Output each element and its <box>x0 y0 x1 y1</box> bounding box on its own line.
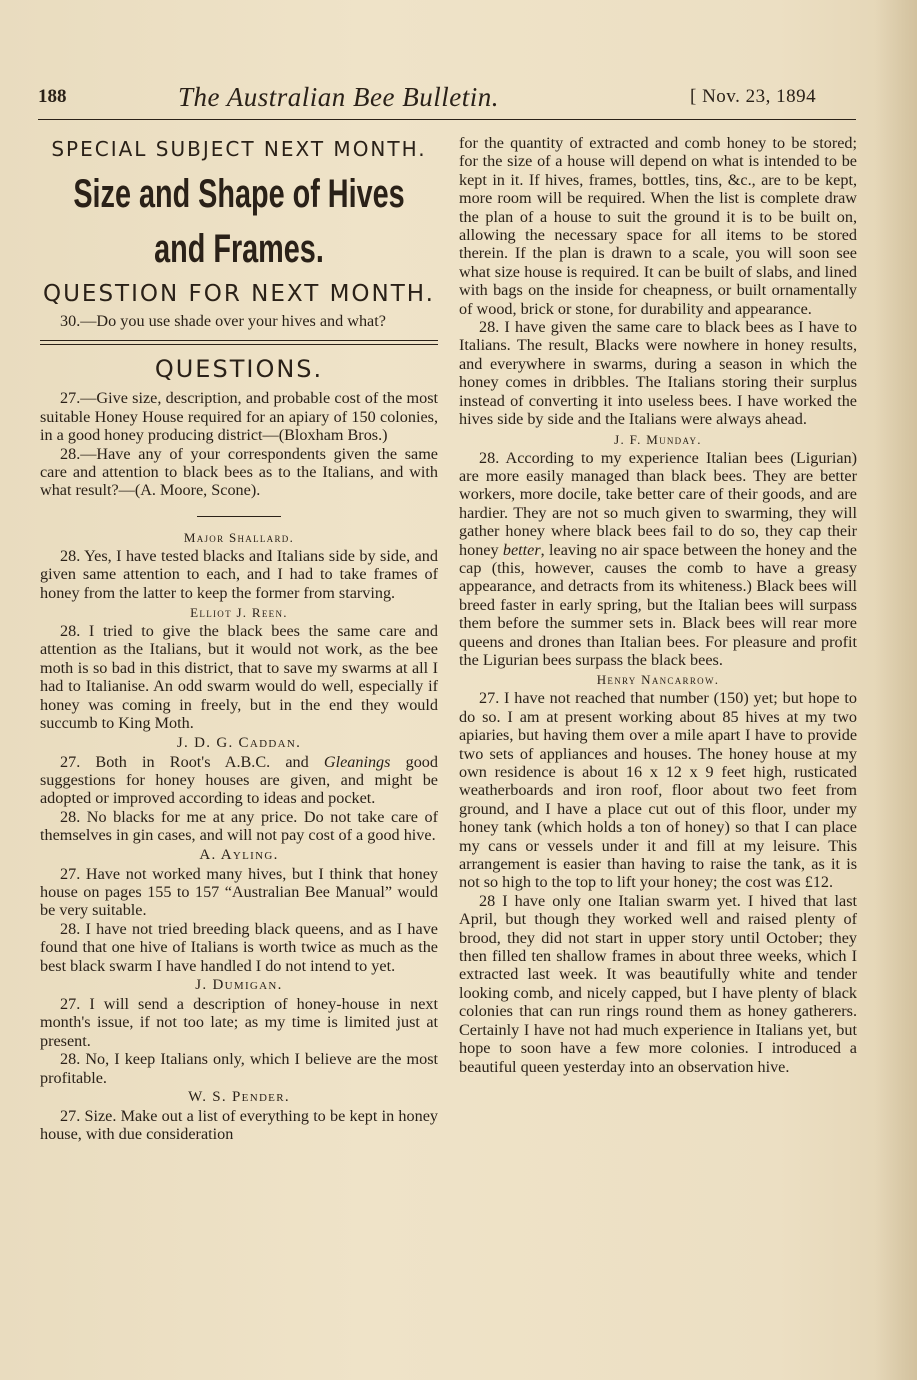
answer-paragraph: 28. I tried to give the black bees the same care and attention as the Italians, but it would not work, as the bee moth is so bad in this district, that to save my swarms at all I had to Italianise. An odd swarm would do well, especially if honey was coming in freely, but in the end they would succumb to King Moth. <box>40 622 438 733</box>
author-name: J. F. Munday. <box>614 431 702 447</box>
journal-title: The Australian Bee Bulletin. <box>178 82 499 112</box>
author-name: Major Shallard. <box>183 529 295 545</box>
author-name: A. Ayling. <box>199 846 279 863</box>
author-name: W. S. Pender. <box>188 1089 290 1105</box>
right-column <box>459 134 857 1076</box>
answer-paragraph: 27. Size. Make out a list of everything to be kept in honey house, with due consideration <box>40 1107 438 1144</box>
answer-paragraph: 27. Have not worked many hives, but I think that honey house on pages 155 to 157 “Australian Bee Manual” would be very suitable. <box>40 864 438 920</box>
page-edge-shadow <box>875 0 917 1380</box>
left-column <box>40 134 438 1144</box>
issue-date: [ Nov. 23, 1894 <box>690 86 817 107</box>
question-30: 30.—Do you use shade over your hives and what? <box>60 312 386 330</box>
author-name: J. Dumigan. <box>195 976 283 993</box>
author-name: Elliot J. Reen. <box>190 605 288 621</box>
answer-paragraph: 27. Both in Root's A.B.C. and Gleanings good suggestions for honey houses are given, and might be adopted or improved according to ideas and pocket. <box>40 752 438 808</box>
answer-paragraph: 28 I have only one Italian swarm yet. I hived that last April, but though they worked well and raised plenty of brood, they did not start in upper story until October; they then filled ten shallow frames in about three weeks, which I extracted last week. It was beautifully white and tender looking comb, and nicely capped, but I have plenty of black colonies that can run rings round them as honey gatherers. Certainly I have not had much experience in Italians yet, but hope to soon have a few more colonies. I introduced a beautiful queen yesterday into an observation hive. <box>459 891 857 1076</box>
question-next-month-heading: QUESTION FOR NEXT MONTH. <box>42 281 435 307</box>
header-rule <box>38 119 856 120</box>
question-27: 27.—Give size, description, and probable cost of the most suitable Honey House required for an apiary of 150 colonies, in a good honey producing district—(Bloxham Bros.) <box>40 389 438 445</box>
answer-paragraph: 27. I will send a description of honey-house in next month's issue, if not too late; as my time is limited just at present. <box>40 994 438 1050</box>
special-subject-heading: SPECIAL SUBJECT NEXT MONTH. <box>51 137 427 161</box>
double-rule <box>40 340 438 345</box>
section-divider <box>197 516 281 517</box>
questions-heading: QUESTIONS. <box>154 355 324 384</box>
author-name: Henry Nancarrow. <box>596 672 720 688</box>
page-number: 188 <box>38 86 67 107</box>
answer-paragraph: for the quantity of extracted and comb honey to be stored; for the size of a house will depend on what is intended to be kept in it. If hives, frames, bottles, tins, &c., are to be kept, more room will be required. When the list is complete draw the plan of a house to suit the ground it is to be built on, allowing the necessary space for all items to be stored therein. If the plan is drawn to a scale, you will soon see what size house is required. It can be built of slabs, and lined with bags on the inside for cheapness, or built ornamentally of wood, brick or stone, for durability and appearance. <box>459 134 857 318</box>
answer-paragraph: 28. Yes, I have tested blacks and Italians side by side, and given same attention to each, and I had to take frames of honey from the latter to keep the former from starving. <box>40 546 438 602</box>
answer-paragraph: 28. No, I keep Italians only, which I believe are the most profitable. <box>40 1050 438 1087</box>
question-28: 28.—Have any of your correspondents given the same care and attention to black bees as to the Italians, and with what result?—(A. Moore, Scone). <box>40 444 438 500</box>
answer-paragraph: 28. I have not tried breeding black queens, and as I have found that one hive of Italians is worth twice as much as the best black swarm I have handled I do not intend to yet. <box>40 919 438 975</box>
answer-paragraph: 28. According to my experience Italian bees (Ligurian) are more easily managed than black bees. They are better workers, more docile, take better care of their goods, and are hardier. They are not so much given to swarming, they will gather honey where black bees fail to do so, they cap their honey better, leaving no air space between the honey and the cap (this, however, causes the comb to have a greasy appearance, and detracts from its whiteness.) Black bees will breed faster in early spring, but the Italian bees will surpass them before the summer sets in. Black bees will rear more queens and drones than Italian bees. For pleasure and profit the Ligurian bees surpass the black bees. <box>459 448 857 669</box>
author-name: J. D. G. Caddan. <box>176 734 302 751</box>
special-subject-title: Size and Shape of Hives and Frames. <box>73 172 405 271</box>
answer-paragraph: 28. I have given the same care to black bees as I have to Italians. The result, Blacks were nowhere in honey results, and everywhere in swarms, during a season in which the honey comes in dribbles. The Italians storing their surplus instead of converting it into useless bees. I have worked the hives side by side and the Italians were always ahead. <box>459 318 857 429</box>
answer-paragraph: 27. I have not reached that number (150) yet; but hope to do so. I am at present working about 85 hives at my two apiaries, but having them over a mile apart I have to provide two sets of appliances and houses. The honey house at my own residence is about 16 x 12 x 9 feet high, rusticated weatherboards and iron roof, floor about two feet from ground, and I have a place cut out of this floor, under my honey tank (which holds a ton of honey) so that I can place my cans or vessels under it and fill at my leisure. This arrangement is easier than having to raise the tank, as it is not so high to the top to lift your honey; the cost was £12. <box>459 689 857 892</box>
answer-paragraph: 28. No blacks for me at any price. Do not take care of themselves in gin cases, and will not pay cost of a good hive. <box>40 807 438 845</box>
